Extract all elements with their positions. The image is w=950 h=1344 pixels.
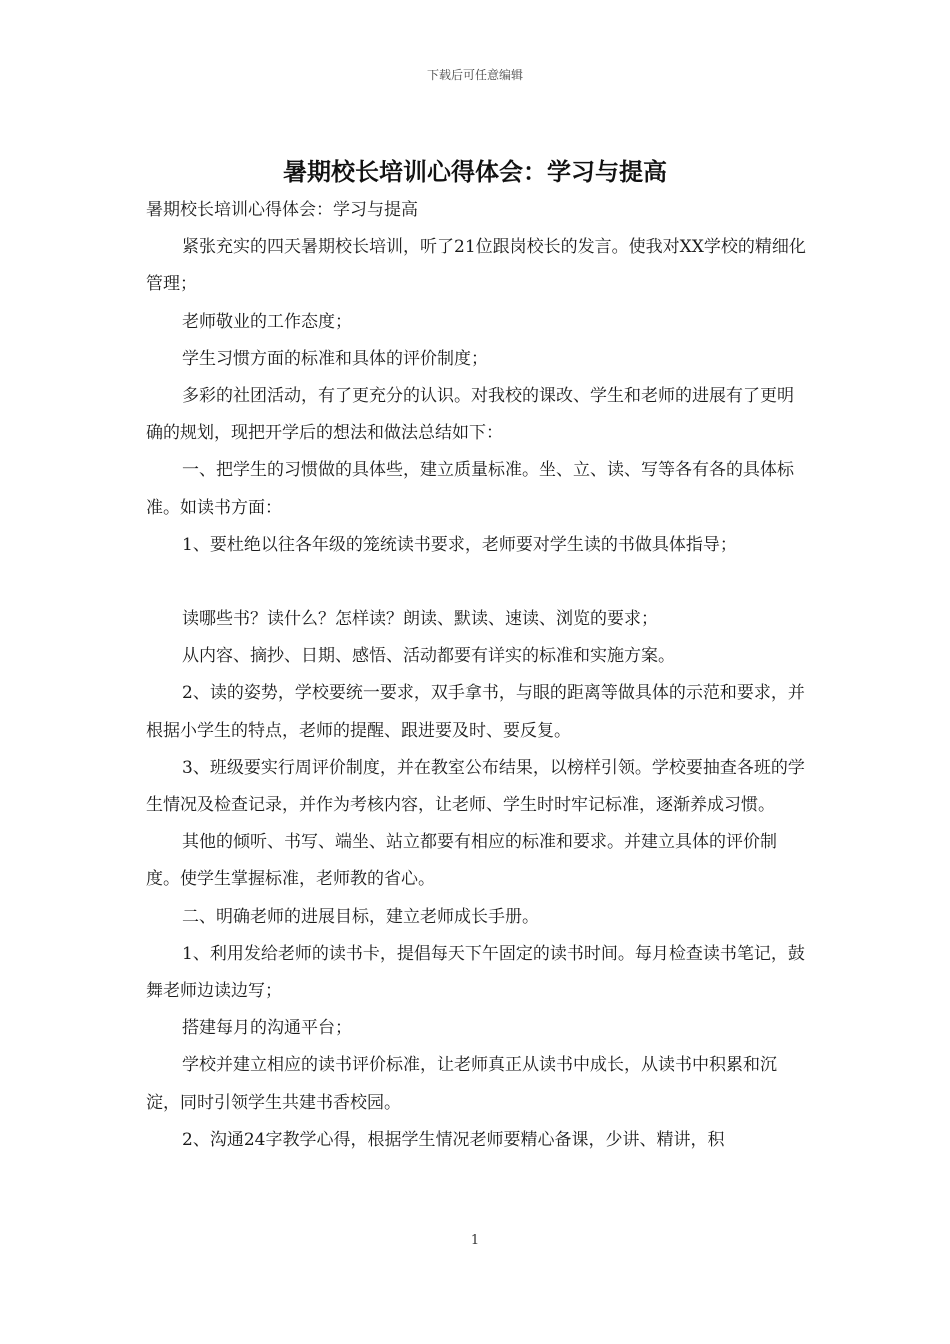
paragraph: 3、班级要实行周评价制度，并在教室公布结果，以榜样引领。学校要抽查各班的学生情况及检查记录，并作为考核内容，让老师、学生时时牢记标准，逐渐养成习惯。 xyxy=(146,757,805,816)
paragraph: 1、要杜绝以往各年级的笼统读书要求，老师要对学生读的书做具体指导； xyxy=(182,534,737,555)
paragraph: 学生习惯方面的标准和具体的评价制度； xyxy=(182,348,488,369)
paragraph: 1、利用发给老师的读书卡，提倡每天下午固定的读书时间。每月检查读书笔记，鼓舞老师边读边写； xyxy=(146,943,805,1002)
paragraph: 2、沟通24字教学心得，根据学生情况老师要精心备课，少讲、精讲，积 xyxy=(182,1129,725,1150)
paragraph: 一、把学生的习惯做的具体些，建立质量标准。坐、立、读、写等各有各的具体标准。如读书方面： xyxy=(146,460,794,518)
paragraph: 老师敬业的工作态度； xyxy=(182,311,352,332)
document-title: 暑期校长培训心得体会：学习与提高 xyxy=(283,157,667,186)
paragraph: 多彩的社团活动，有了更充分的认识。对我校的课改、学生和老师的进展有了更明确的规划，现把开学后的想法和做法总结如下： xyxy=(146,386,794,444)
paragraph: 从内容、摘抄、日期、感悟、活动都要有详实的标准和实施方案。 xyxy=(182,646,675,667)
paragraph-subtitle: 暑期校长培训心得体会：学习与提高 xyxy=(146,200,418,220)
paragraph: 其他的倾听、书写、端坐、站立都要有相应的标准和要求。并建立具体的评价制度。使学生掌握标准，老师教的省心。 xyxy=(146,832,777,890)
blank-line xyxy=(146,564,806,601)
document-body xyxy=(146,192,806,1159)
paragraph: 2、读的姿势，学校要统一要求，双手拿书，与眼的距离等做具体的示范和要求，并根据小学生的特点，老师的提醒、跟进要及时、要反复。 xyxy=(146,683,805,741)
paragraph: 紧张充实的四天暑期校长培训，听了21位跟岗校长的发言。使我对XX学校的精细化管理； xyxy=(146,237,806,295)
paragraph: 搭建每月的沟通平台； xyxy=(182,1018,352,1039)
page-header: 下载后可任意编辑 xyxy=(426,68,523,82)
paragraph: 学校并建立相应的读书评价标准，让老师真正从读书中成长，从读书中积累和沉淀，同时引领学生共建书香校园。 xyxy=(146,1055,777,1113)
paragraph: 二、明确老师的进展目标，建立老师成长手册。 xyxy=(182,906,539,927)
page-number: 1 xyxy=(470,1233,480,1248)
paragraph: 读哪些书？读什么？怎样读？朗读、默读、速读、浏览的要求； xyxy=(182,609,658,630)
